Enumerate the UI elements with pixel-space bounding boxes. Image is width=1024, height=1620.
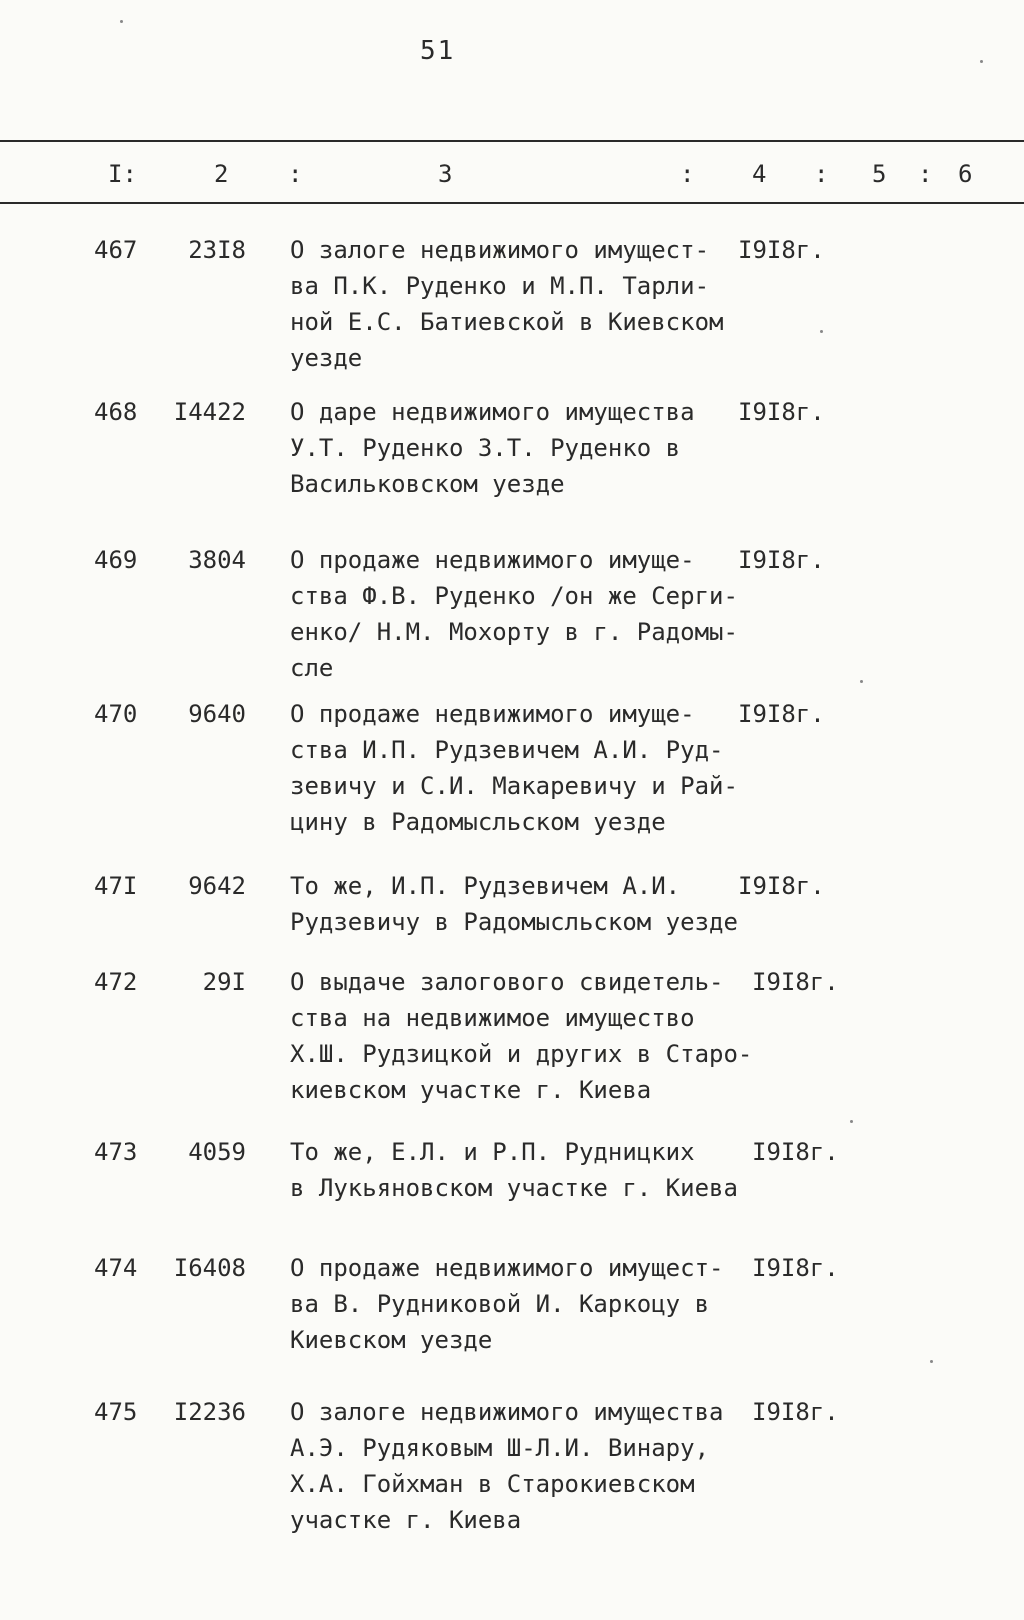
column-header-6: 6 xyxy=(958,160,973,188)
description-line: ва П.К. Руденко и М.П. Тарли- xyxy=(290,272,710,300)
description-line: в Лукьяновском участке г. Киева xyxy=(290,1174,738,1202)
entry-description xyxy=(290,232,730,376)
entry-number: 469 xyxy=(94,546,138,574)
description-line: ства Ф.В. Руденко /он же Серги- xyxy=(290,582,738,610)
entry-description xyxy=(290,1134,738,1206)
column-separator: : xyxy=(814,160,829,188)
description-line: киевском участке г. Киева xyxy=(290,1076,652,1104)
column-header-4: 4 xyxy=(752,160,767,188)
description-line: О залоге недвижимого имущест- xyxy=(290,236,710,264)
entry-reference: I6408 xyxy=(173,1254,246,1282)
entry-reference: 4059 xyxy=(188,1138,246,1166)
entry-number: 473 xyxy=(94,1138,138,1166)
scan-speck xyxy=(820,330,823,333)
description-line: А.Э. Рудяковым Ш-Л.И. Винару, xyxy=(290,1434,710,1462)
description-line: О продаже недвижимого имуще- xyxy=(290,700,695,728)
entry-year: I9I8г. xyxy=(752,1138,839,1166)
entry-reference: 23I8 xyxy=(188,236,246,264)
entry-number: 472 xyxy=(94,968,138,996)
scan-speck xyxy=(980,60,983,63)
description-line: О залоге недвижимого имущества xyxy=(290,1398,724,1426)
description-line: Васильковском уезде xyxy=(290,470,565,498)
description-line: То же, И.П. Рудзевичем А.И. xyxy=(290,872,681,900)
entry-number: 467 xyxy=(94,236,138,264)
entry-description xyxy=(290,868,738,940)
column-header-3: 3 xyxy=(438,160,453,188)
entry-reference: 9642 xyxy=(188,872,246,900)
entry-year: I9I8г. xyxy=(738,700,825,728)
description-line: Х.А. Гойхман в Старокиевском xyxy=(290,1470,695,1498)
entry-year: I9I8г. xyxy=(738,236,825,264)
description-line: Рудзевичу в Радомысльском уезде xyxy=(290,908,738,936)
description-line: участке г. Киева xyxy=(290,1506,522,1534)
description-line: О даре недвижимого имущества xyxy=(290,398,695,426)
entry-description xyxy=(290,394,730,502)
description-line: О продаже недвижимого имущест- xyxy=(290,1254,724,1282)
column-header-5: 5 xyxy=(872,160,887,188)
column-separator: : xyxy=(918,160,933,188)
entry-reference: 29I xyxy=(202,968,246,996)
entry-year: I9I8г. xyxy=(738,872,825,900)
entry-description xyxy=(290,1250,730,1358)
entry-number: 47I xyxy=(94,872,138,900)
description-line: сле xyxy=(290,654,334,682)
description-line: Х.Ш. Рудзицкой и других в Старо- xyxy=(290,1040,753,1068)
scan-speck xyxy=(850,1120,853,1123)
description-line: ва В. Рудниковой И. Каркоцу в xyxy=(290,1290,710,1318)
scan-speck xyxy=(930,1360,933,1363)
description-line: цину в Радомысльском уезде xyxy=(290,808,666,836)
column-header-1: I: xyxy=(108,160,137,188)
entry-reference: I2236 xyxy=(173,1398,246,1426)
entry-year: I9I8г. xyxy=(752,968,839,996)
entry-year: I9I8г. xyxy=(738,546,825,574)
top-rule xyxy=(0,140,1024,142)
entry-description xyxy=(290,696,738,840)
entry-description xyxy=(290,542,738,686)
entry-number: 468 xyxy=(94,398,138,426)
description-line: О выдаче залогового свидетель- xyxy=(290,968,724,996)
entry-reference: 3804 xyxy=(188,546,246,574)
column-separator: : xyxy=(680,160,695,188)
bottom-rule xyxy=(0,202,1024,204)
description-line: У.Т. Руденко З.Т. Руденко в xyxy=(290,434,681,462)
description-line: ной Е.С. Батиевской в Киевском xyxy=(290,308,724,336)
description-line: уезде xyxy=(290,344,363,372)
entry-year: I9I8г. xyxy=(752,1398,839,1426)
entry-year: I9I8г. xyxy=(752,1254,839,1282)
entry-year: I9I8г. xyxy=(738,398,825,426)
description-line: зевичу и С.И. Макаревичу и Рай- xyxy=(290,772,738,800)
description-line: Киевском уезде xyxy=(290,1326,493,1354)
column-separator: : xyxy=(288,160,303,188)
description-line: ства на недвижимое имущество xyxy=(290,1004,695,1032)
entry-reference: 9640 xyxy=(188,700,246,728)
column-header-2: 2 xyxy=(214,160,229,188)
description-line: То же, Е.Л. и Р.П. Рудницких xyxy=(290,1138,695,1166)
entry-number: 474 xyxy=(94,1254,138,1282)
description-line: енко/ Н.М. Мохорту в г. Радомы- xyxy=(290,618,738,646)
entry-description xyxy=(290,1394,730,1538)
description-line: ства И.П. Рудзевичем А.И. Руд- xyxy=(290,736,724,764)
description-line: О продаже недвижимого имуще- xyxy=(290,546,695,574)
entry-number: 475 xyxy=(94,1398,138,1426)
scan-speck xyxy=(120,20,123,23)
scan-speck xyxy=(860,680,863,683)
page-number: 51 xyxy=(420,36,456,66)
entry-number: 470 xyxy=(94,700,138,728)
entry-reference: I4422 xyxy=(173,398,246,426)
entry-description xyxy=(290,964,753,1108)
